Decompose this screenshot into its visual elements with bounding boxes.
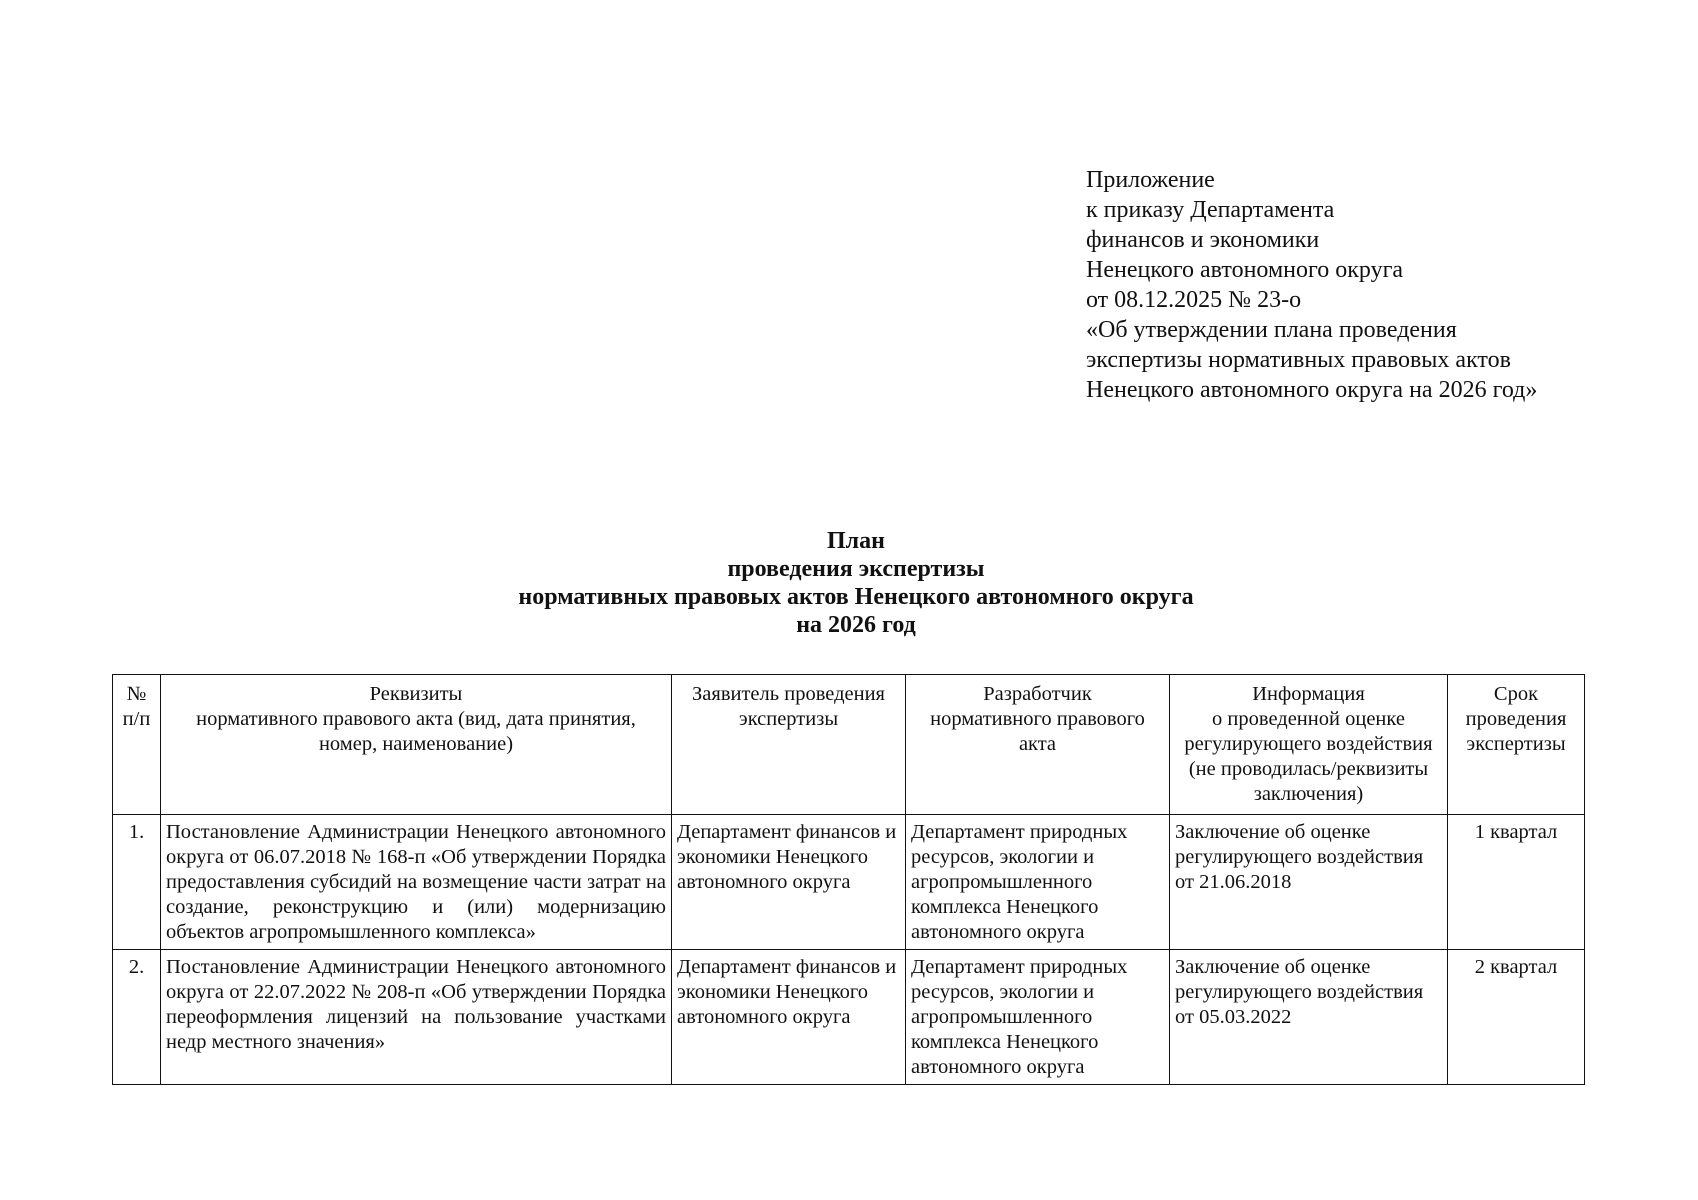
title-line: проведения экспертизы — [727, 556, 985, 582]
title-line: на 2026 год — [796, 612, 916, 638]
row-info: Заключение об оценке регулирующего воздействия от 05.03.2022 — [1170, 950, 1448, 1085]
header-text: проведения — [1465, 708, 1567, 730]
appendix-line: Приложение — [1086, 167, 1215, 193]
row-developer: Департамент природных ресурсов, экологии и агропромышленного комплекса Ненецкого автономного округа — [906, 950, 1170, 1085]
appendix-block — [1086, 165, 1646, 405]
header-text: (не проводилась/реквизиты — [1188, 758, 1429, 780]
row-info: Заключение об оценке регулирующего воздействия от 21.06.2018 — [1170, 815, 1448, 950]
header-text: Разработчик — [983, 683, 1092, 705]
row-applicant: Департамент финансов и экономики Ненецкого автономного округа — [672, 950, 906, 1085]
header-info — [1170, 675, 1448, 815]
appendix-line: Ненецкого автономного округа — [1086, 257, 1404, 283]
header-term — [1448, 675, 1585, 815]
header-requisites — [161, 675, 672, 815]
table-header-row — [113, 675, 1585, 815]
header-text: нормативного правового — [930, 708, 1145, 730]
title-line: нормативных правовых актов Ненецкого автономного округа — [518, 584, 1194, 610]
header-text: № — [126, 683, 147, 705]
row-num: 2. — [113, 950, 161, 1085]
header-applicant — [672, 675, 906, 815]
header-text: Заявитель проведения — [692, 683, 885, 705]
appendix-line: к приказу Департамента — [1086, 197, 1335, 223]
row-num: 1. — [113, 815, 161, 950]
plan-title — [0, 527, 1698, 639]
row-applicant: Департамент финансов и экономики Ненецкого автономного округа — [672, 815, 906, 950]
appendix-line: финансов и экономики — [1086, 227, 1320, 253]
appendix-line: экспертизы нормативных правовых актов — [1086, 347, 1511, 373]
header-text: регулирующего воздействия — [1184, 733, 1433, 755]
appendix-line: «Об утверждении плана проведения — [1086, 317, 1457, 343]
header-developer — [906, 675, 1170, 815]
row-requisites: Постановление Администрации Ненецкого автономного округа от 06.07.2018 № 168-п «Об утверждении Порядка предоставления субсидий на возмещение части затрат на создание, реконструкцию и (или) модернизацию объектов агропромышленного комплекса» — [161, 815, 672, 950]
header-text: экспертизы — [738, 708, 839, 730]
table-row — [113, 815, 1585, 950]
header-text: заключения) — [1253, 783, 1364, 805]
header-text: Информация — [1252, 683, 1365, 705]
title-line: План — [827, 528, 885, 554]
row-term: 1 квартал — [1448, 815, 1585, 950]
header-text: номер, наименование) — [318, 733, 514, 755]
appendix-line: от 08.12.2025 № 23-о — [1086, 287, 1302, 313]
appendix-line: Ненецкого автономного округа на 2026 год» — [1086, 377, 1538, 403]
header-text: экспертизы — [1466, 733, 1566, 755]
table-row — [113, 950, 1585, 1085]
header-num — [113, 675, 161, 815]
header-text: о проведенной оценке — [1212, 708, 1405, 730]
header-text: Срок — [1493, 683, 1539, 705]
plan-table — [112, 674, 1585, 1085]
row-term: 2 квартал — [1448, 950, 1585, 1085]
header-text: Реквизиты — [369, 683, 463, 705]
row-requisites: Постановление Администрации Ненецкого автономного округа от 22.07.2022 № 208-п «Об утверждении Порядка переоформления лицензий на пользование участками недр местного значения» — [161, 950, 672, 1085]
header-text: акта — [1018, 733, 1057, 755]
header-text: п/п — [122, 708, 151, 730]
header-text: нормативного правового акта (вид, дата принятия, — [196, 708, 636, 730]
row-developer: Департамент природных ресурсов, экологии и агропромышленного комплекса Ненецкого автономного округа — [906, 815, 1170, 950]
